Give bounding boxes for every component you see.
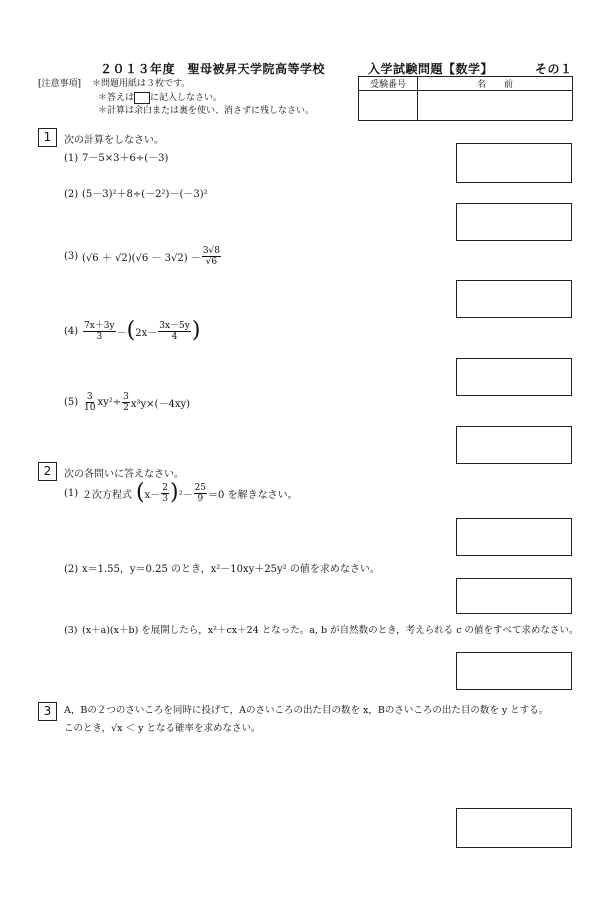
note-3: ＊計算は余白または裏を使い、消さずに残しなさい。 (98, 106, 315, 116)
answer-box-sample (134, 92, 150, 104)
section-2-instruction: 次の各問いに答えなさい。 (64, 469, 184, 480)
s1-question-2: (2) (5－3)²＋8÷(－2²)－(－3)² (64, 189, 208, 200)
name-header: 名 前 (418, 77, 573, 91)
s3-answer-box[interactable] (456, 808, 572, 848)
examinee-info-table (358, 76, 573, 121)
s2-answer-box-3[interactable] (456, 652, 572, 690)
s1-answer-box-3[interactable] (456, 280, 572, 318)
s1-question-5: (5) $\frac{3}{10}$ xy²÷ $\frac{3}{2}$ x³y×(－4xy) (64, 392, 191, 413)
s1-answer-box-5[interactable] (456, 426, 572, 464)
s2-question-2: (2) x＝1.55，y＝0.25 のとき，x²－10xy＋25y² の値を求めなさい。 (64, 564, 380, 575)
school-title: ２０１３年度 聖母被昇天学院高等学校 (100, 62, 326, 76)
s1-question-4: (4) $\frac{7x+3y}{3}$ － ( 2x－ $\frac{3x-5y}{4}$ ) (64, 318, 201, 343)
s2-question-3: (3) (x＋a)(x＋b) を展開したら，x²＋cx＋24 となった。a, b が自然数のとき，考えられる c の値をすべて求めなさい。 (64, 625, 579, 636)
s1-answer-box-1[interactable] (456, 143, 572, 183)
note-1: ＊問題用紙は３枚です。 (92, 79, 191, 89)
name-field[interactable] (418, 91, 573, 121)
s2-question-1: (1) ２次方程式 ( x－ $\frac{2}{3}$ ) ²－ $\frac{25}{9}$ ＝0 を解きなさい。 (64, 480, 298, 505)
section-2-number: 2 (38, 462, 57, 481)
section-3-text-line-1: A，Bの２つのさいころを同時に投げて，Aのさいころの出た目の数を x，Bのさいころの出た目の数を y とする。 (64, 705, 549, 716)
s2-answer-box-1[interactable] (456, 518, 572, 556)
note-2: ＊答えは に記入しなさい。 (98, 93, 223, 103)
s1-answer-box-2[interactable] (456, 203, 572, 241)
section-3-text-line-2: このとき，√x ＜ y となる確率を求めなさい。 (64, 723, 261, 734)
section-3-number: 3 (38, 702, 57, 721)
s2-answer-box-2[interactable] (456, 578, 572, 614)
page-number: その１ (535, 62, 573, 76)
s1-answer-box-4[interactable] (456, 358, 572, 396)
section-1-number: 1 (38, 128, 57, 147)
exam-number-header: 受験番号 (359, 77, 418, 91)
notes-label: [注意事項] (38, 79, 82, 89)
s1-question-1: (1) 7－5×3＋6÷(－3) (64, 153, 169, 164)
exam-number-field[interactable] (359, 91, 418, 121)
s1-question-3: (3) (√6 ＋ √2)(√6 － 3√2) － $\frac{3√8}{√6}$ (64, 246, 220, 267)
section-1-instruction: 次の計算をしなさい。 (64, 135, 164, 146)
exam-title: 入学試験問題【数学】 (368, 62, 494, 76)
